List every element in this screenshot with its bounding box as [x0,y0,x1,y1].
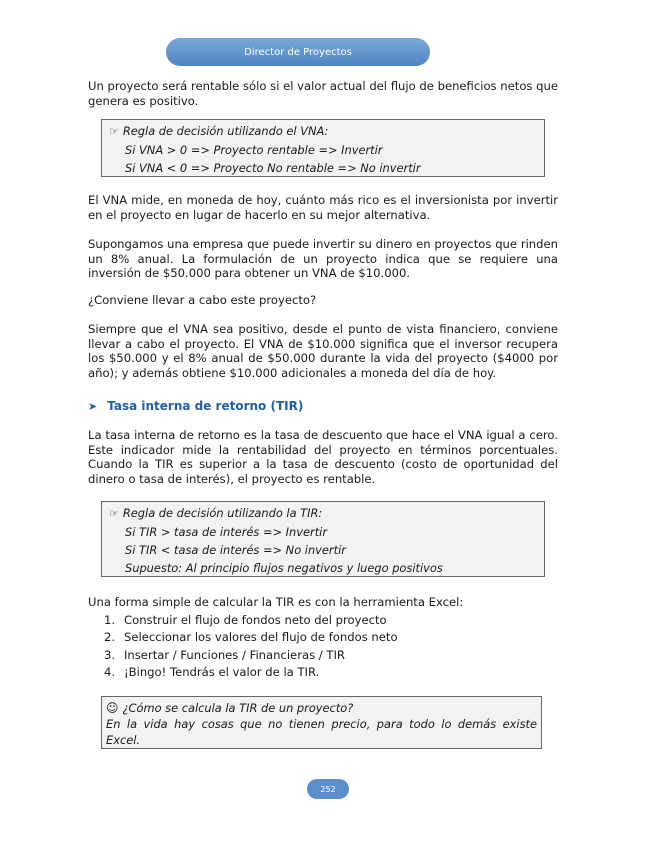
vna-rule-positive: Si VNA > 0 => Proyecto rentable => Invertir [125,143,383,157]
smiley-icon: ☺ [106,701,119,715]
vna-rule-negative: Si VNA < 0 => Proyecto No rentable => No invertir [125,161,421,175]
tir-rule-assumption: Supuesto: Al principio flujos negativos y luego positivos [125,561,443,575]
paragraph-rentable: Un proyecto será rentable sólo si el valor actual del flujo de beneficios netos que genera es positivo. [88,79,558,108]
list-item: 3. Insertar / Funciones / Financieras / TIR [104,647,345,662]
section-heading-tir [88,399,303,413]
list-item: 1. Construir el flujo de fondos neto del proyecto [104,613,387,627]
answer-text: En la vida hay cosas que no tienen precio, para todo lo demás existe Excel. [106,717,537,747]
vna-rule-title: Regla de decisión utilizando el VNA: [122,124,329,138]
pointing-hand-icon: ☞ [109,507,119,520]
paragraph-tir-definicion: La tasa interna de retorno es la tasa de descuento que hace el VNA igual a cero. Este indicador mide la rentabilidad del proyecto en términos porcentuales. Cuando la TIR es superior a la tasa de descuento (costo de oportunidad del dinero o tasa de interés), el proyecto es rentable. [88,428,558,486]
page-number: 252 [320,784,336,794]
page-number-badge [307,779,349,799]
paragraph-siempre: Siempre que el VNA sea positivo, desde el punto de vista financiero, conviene llevar a cabo el proyecto. El VNA de $10.000 significa que el inversor recupera los $50.000 y el 8% anual de $50.000 durante la vida del proyecto ($4000 por año); y además obtiene $10.000 adicionales a moneda del día de hoy. [88,322,558,380]
vna-rule-box [101,119,545,177]
excel-steps-list [104,612,398,682]
tir-rule-greater: Si TIR > tasa de interés => Invertir [125,525,328,539]
section-title: Tasa interna de retorno (TIR) [107,399,304,413]
tir-rule-box [101,501,545,577]
paragraph-supongamos: Supongamos una empresa que puede invertir su dinero en proyectos que rinden un 8% anual. La formulación de un proyecto indica que se requiere una inversión de $50.000 para obtener un VNA de $10.000. [88,237,558,281]
header-title: Director de Proyectos [244,46,352,58]
header-banner [166,38,430,66]
question-box [101,696,542,749]
paragraph-excel-intro: Una forma simple de calcular la TIR es con la herramienta Excel: [88,595,464,609]
arrow-bullet-icon: ➤ [88,399,98,413]
tir-rule-title: Regla de decisión utilizando la TIR: [122,506,323,520]
pointing-hand-icon: ☞ [109,125,119,138]
question-text: ¿Cómo se calcula la TIR de un proyecto? [122,701,354,715]
paragraph-vna-mide: El VNA mide, en moneda de hoy, cuánto más rico es el inversionista por invertir en el proyecto en lugar de hacerlo en su mejor alternativa. [88,193,558,222]
paragraph-conviene: ¿Conviene llevar a cabo este proyecto? [88,293,317,307]
tir-rule-less: Si TIR < tasa de interés => No invertir [125,543,346,557]
list-item: 2. Seleccionar los valores del flujo de fondos neto [104,630,398,645]
list-item: 4. ¡Bingo! Tendrás el valor de la TIR. [104,665,320,680]
